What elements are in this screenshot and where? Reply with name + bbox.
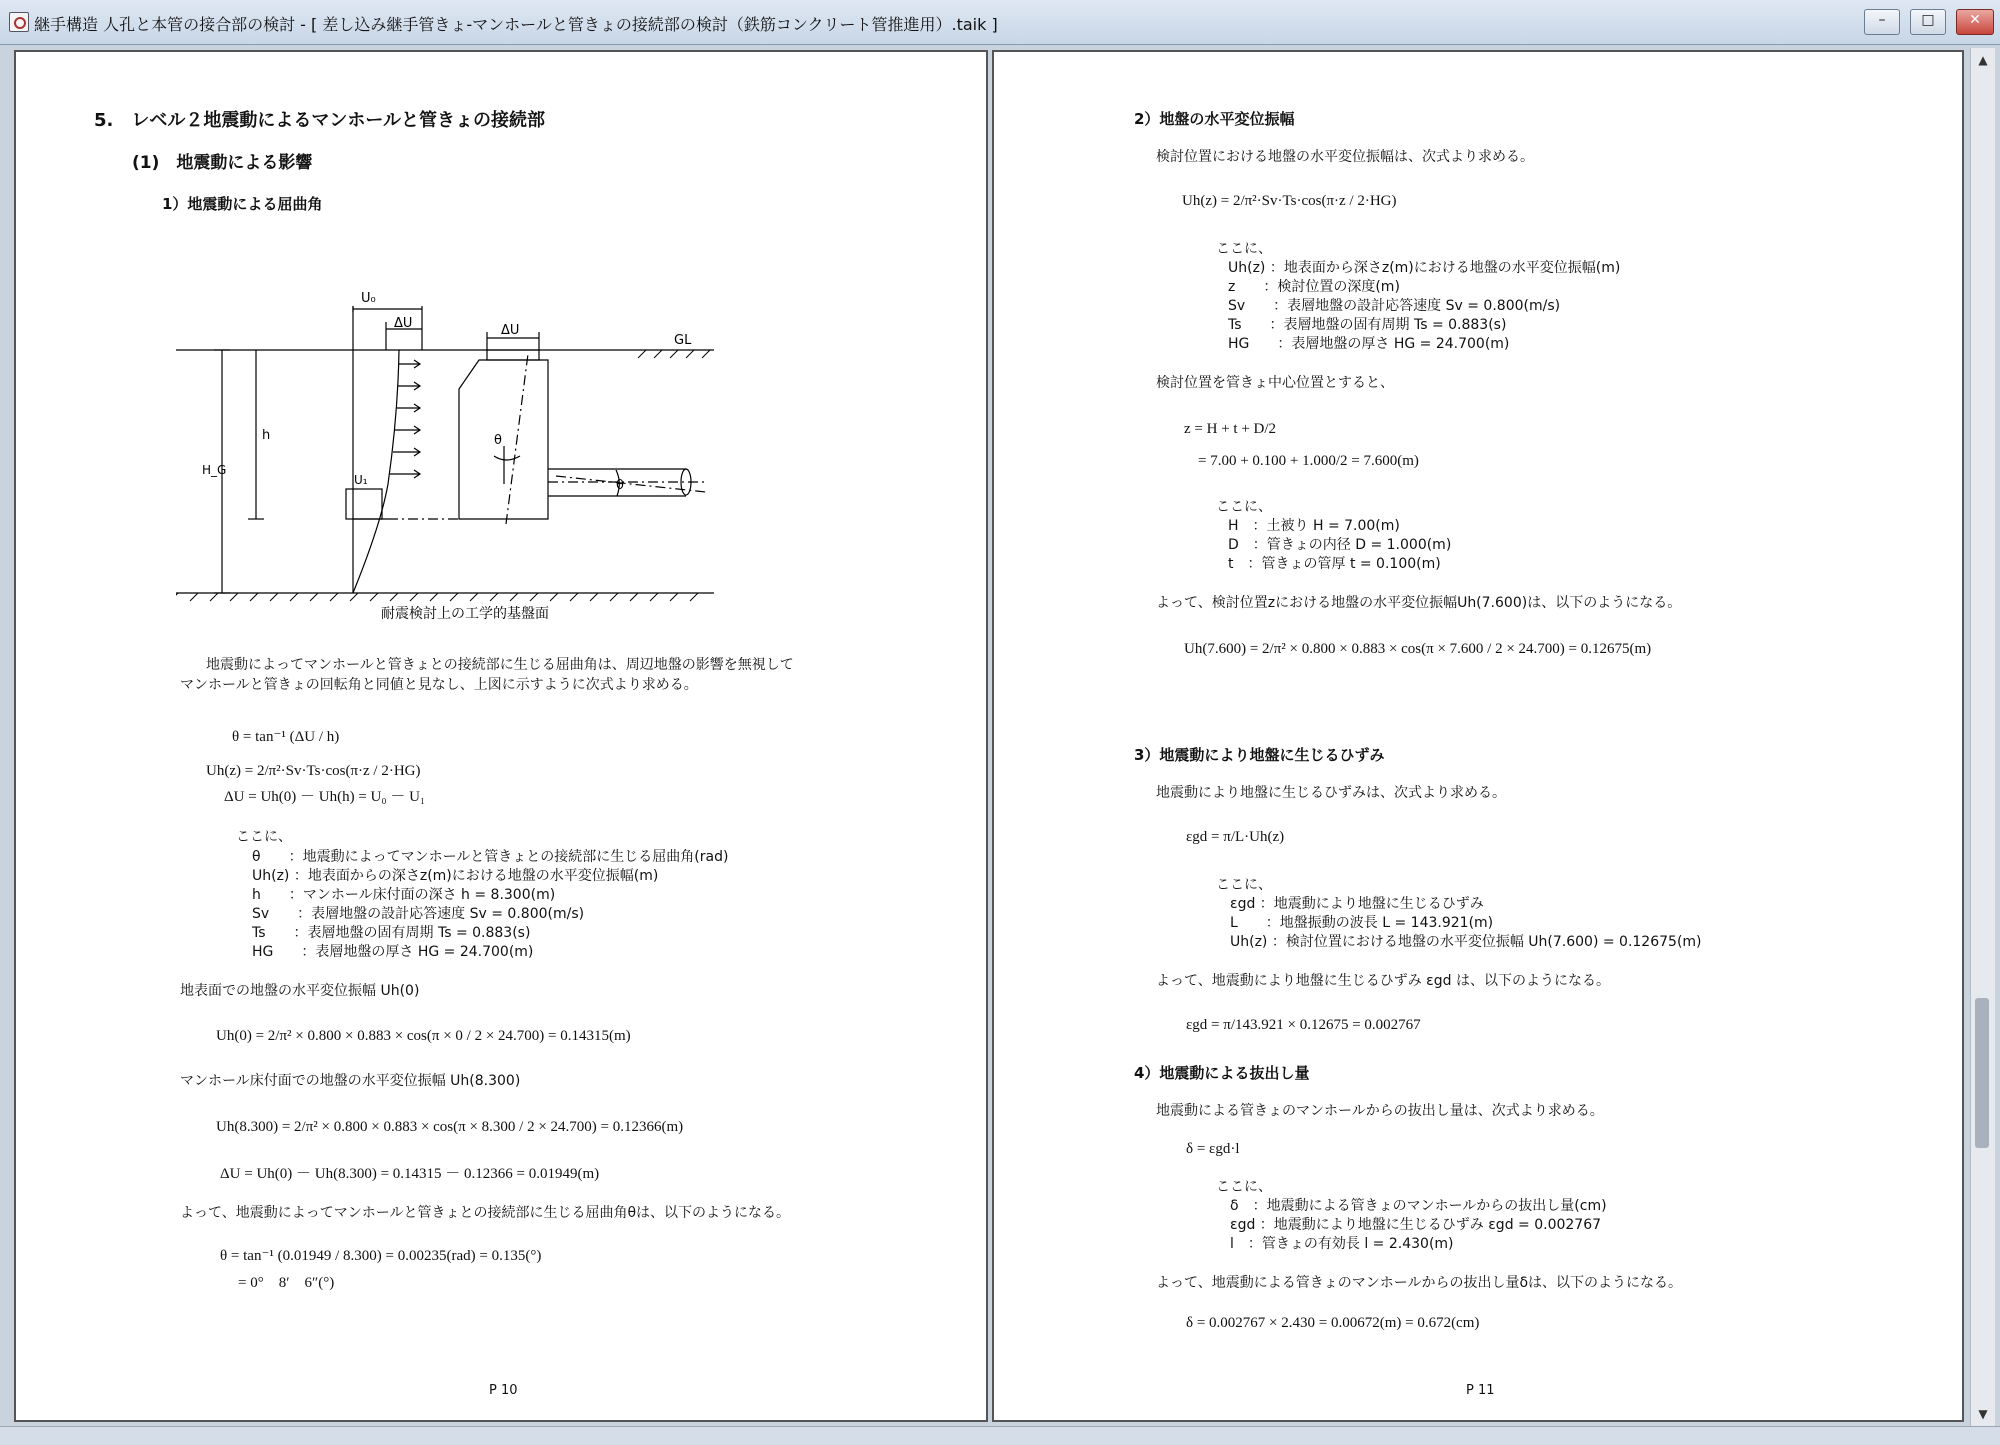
equation: εgd = π/143.921 × 0.12675 = 0.002767	[1186, 1017, 1421, 1033]
subsection-heading: (1) 地震動による影響	[132, 153, 313, 173]
equation: Uh(8.300) = 2/π² × 0.800 × 0.883 × cos(π × 8.300 / 2 × 24.700) = 0.12366(m)	[216, 1119, 684, 1135]
equation: Uh(z) = 2/π²·Sv·Ts·cos(π·z / 2·HG)	[206, 763, 421, 779]
paragraph: よって、地震動により地盤に生じるひずみ εgd は、以下のようになる。	[1156, 973, 1610, 989]
maximize-icon: □	[1921, 12, 1935, 28]
definitions-intro: ここに、	[1216, 1179, 1272, 1195]
equation: δ = εgd·l	[1186, 1141, 1240, 1157]
equation: Uh(z) = 2/π²·Sv·Ts·cos(π·z / 2·HG)	[1182, 193, 1397, 209]
equation: = 0° 8′ 6″(°)	[238, 1275, 335, 1291]
definitions-intro: ここに、	[1216, 241, 1272, 257]
paragraph: 検討位置を管きょ中心位置とすると、	[1156, 375, 1394, 391]
paragraph: 地震動により地盤に生じるひずみは、次式より求める。	[1156, 785, 1506, 801]
window-title: 継手構造 人孔と本管の接合部の検討 - [ 差し込み継手管きょ-マンホールと管きょの接続部の検討（鉄筋コンクリート管推進用）.taik ]	[34, 15, 998, 34]
equation: ΔU = Uh(0) － Uh(8.300) = 0.14315 － 0.12366 = 0.01949(m)	[220, 1166, 600, 1182]
equation: Uh(0) = 2/π² × 0.800 × 0.883 × cos(π × 0 / 2 × 24.700) = 0.14315(m)	[216, 1028, 631, 1044]
maximize-button[interactable]	[1910, 9, 1946, 35]
item-heading: 1）地震動による屈曲角	[162, 195, 323, 213]
paragraph: よって、検討位置zにおける地盤の水平変位振幅Uh(7.600)は、以下のようになる。	[1156, 595, 1682, 611]
definition-item: Sv ：表層地盤の設計応答速度 Sv = 0.800(m/s)	[1228, 298, 1561, 314]
definition-item: Uh(z) ：地表面から深さz(m)における地盤の水平変位振幅(m)	[1228, 260, 1621, 276]
minimize-button[interactable]	[1864, 9, 1900, 35]
scroll-thumb[interactable]	[1975, 998, 1989, 1148]
minimize-icon: –	[1878, 12, 1886, 28]
equation: Uh(7.600) = 2/π² × 0.800 × 0.883 × cos(π × 7.600 / 2 × 24.700) = 0.12675(m)	[1184, 641, 1652, 657]
u1-label: U₁	[354, 473, 368, 487]
subsection-heading: 4）地震動による抜出し量	[1134, 1064, 1310, 1082]
paragraph: マンホールと管きょの回転角と同値と見なし、上図に示すように次式より求める。	[180, 677, 698, 693]
page-number: P 10	[489, 1383, 518, 1398]
definition-item: Ts ：表層地盤の固有周期 Ts = 0.883(s)	[1228, 317, 1507, 333]
equation: δ = 0.002767 × 2.430 = 0.00672(m) = 0.672(cm)	[1186, 1315, 1480, 1331]
equation: = 7.00 + 0.100 + 1.000/2 = 7.600(m)	[1198, 453, 1419, 469]
definition-item: Uh(z) ：地表面からの深さz(m)における地盤の水平変位振幅(m)	[252, 868, 659, 884]
definition-item: Sv ：表層地盤の設計応答速度 Sv = 0.800(m/s)	[252, 906, 585, 922]
equation: εgd = π/L·Uh(z)	[1186, 829, 1285, 845]
definitions-intro: ここに、	[1216, 877, 1272, 893]
paragraph: 地表面での地盤の水平変位振幅 Uh(0)	[180, 983, 420, 999]
subsection-heading: 2）地盤の水平変位振幅	[1134, 110, 1295, 128]
delta-u-label-2: ΔU	[501, 323, 520, 338]
definition-item: δ ：地震動による管きょのマンホールからの抜出し量(cm)	[1230, 1198, 1607, 1214]
delta-u-label: ΔU	[394, 316, 413, 331]
definition-item: l ：管きょの有効長 l = 2.430(m)	[1230, 1236, 1454, 1252]
status-strip	[0, 1426, 2000, 1445]
equation: θ = tan⁻¹ (0.01949 / 8.300) = 0.00235(rad) = 0.135(°)	[220, 1248, 542, 1264]
definition-item: t ：管きょの管厚 t = 0.100(m)	[1228, 556, 1441, 572]
definition-item: L ：地盤振動の波長 L = 143.921(m)	[1230, 915, 1494, 931]
definition-item: εgd ：地震動により地盤に生じるひずみ	[1230, 896, 1484, 912]
u0-label: U₀	[361, 291, 376, 306]
definition-item: θ ：地震動によってマンホールと管きょとの接続部に生じる屈曲角(rad)	[252, 849, 729, 865]
close-icon: ✕	[1969, 12, 1981, 28]
equation: ΔU = Uh(0) － Uh(h) = U₀ － U₁	[224, 789, 426, 805]
definition-item: Ts ：表層地盤の固有周期 Ts = 0.883(s)	[252, 925, 531, 941]
definition-item: Uh(z) ：検討位置における地盤の水平変位振幅 Uh(7.600) = 0.12675(m)	[1230, 934, 1702, 950]
definition-item: D ：管きょの内径 D = 1.000(m)	[1228, 537, 1452, 553]
equation: z = H + t + D/2	[1184, 421, 1277, 437]
definitions-intro: ここに、	[1216, 499, 1272, 515]
title-bar	[0, 0, 2000, 45]
definition-item: HG ：表層地盤の厚さ HG = 24.700(m)	[252, 944, 534, 960]
app-icon	[9, 12, 29, 32]
manhole-diagram	[176, 234, 736, 634]
gl-label: GL	[674, 333, 692, 348]
scroll-up-icon[interactable]: ▲	[1978, 53, 1988, 67]
definition-item: H ：土被り H = 7.00(m)	[1228, 518, 1400, 534]
section-heading: 5. レベル２地震動によるマンホールと管きょの接続部	[94, 110, 545, 131]
page-10	[14, 50, 988, 1422]
equation: θ = tan⁻¹ (ΔU / h)	[232, 729, 340, 745]
theta-label: θ	[494, 433, 502, 448]
vertical-scrollbar[interactable]	[1970, 48, 1995, 1426]
paragraph: よって、地震動によってマンホールと管きょとの接続部に生じる屈曲角θは、以下のようになる。	[180, 1205, 791, 1221]
paragraph: よって、地震動による管きょのマンホールからの抜出し量δは、以下のようになる。	[1156, 1275, 1683, 1291]
paragraph: マンホール床付面での地盤の水平変位振幅 Uh(8.300)	[180, 1073, 521, 1089]
page-number: P 11	[1466, 1383, 1495, 1398]
paragraph: 地震動による管きょのマンホールからの抜出し量は、次式より求める。	[1156, 1103, 1604, 1119]
definition-item: h ：マンホール床付面の深さ h = 8.300(m)	[252, 887, 556, 903]
theta-label-2: θ	[616, 478, 624, 493]
figure-caption: 耐震検討上の工学的基盤面	[381, 606, 549, 622]
definition-item: εgd ：地震動により地盤に生じるひずみ εgd = 0.002767	[1230, 1217, 1602, 1233]
h-label: h	[262, 428, 271, 443]
page-11	[992, 50, 1964, 1422]
scroll-down-icon[interactable]: ▼	[1978, 1407, 1988, 1421]
paragraph: 検討位置における地盤の水平変位振幅は、次式より求める。	[1156, 149, 1534, 165]
definition-item: HG ：表層地盤の厚さ HG = 24.700(m)	[1228, 336, 1510, 352]
definition-item: z ：検討位置の深度(m)	[1228, 279, 1400, 295]
paragraph: 地震動によってマンホールと管きょとの接続部に生じる屈曲角は、周辺地盤の影響を無視して	[192, 657, 794, 673]
close-button[interactable]	[1956, 9, 1994, 35]
subsection-heading: 3）地震動により地盤に生じるひずみ	[1134, 746, 1385, 764]
definitions-intro: ここに、	[236, 829, 292, 845]
hg-label: H_G	[202, 463, 227, 477]
